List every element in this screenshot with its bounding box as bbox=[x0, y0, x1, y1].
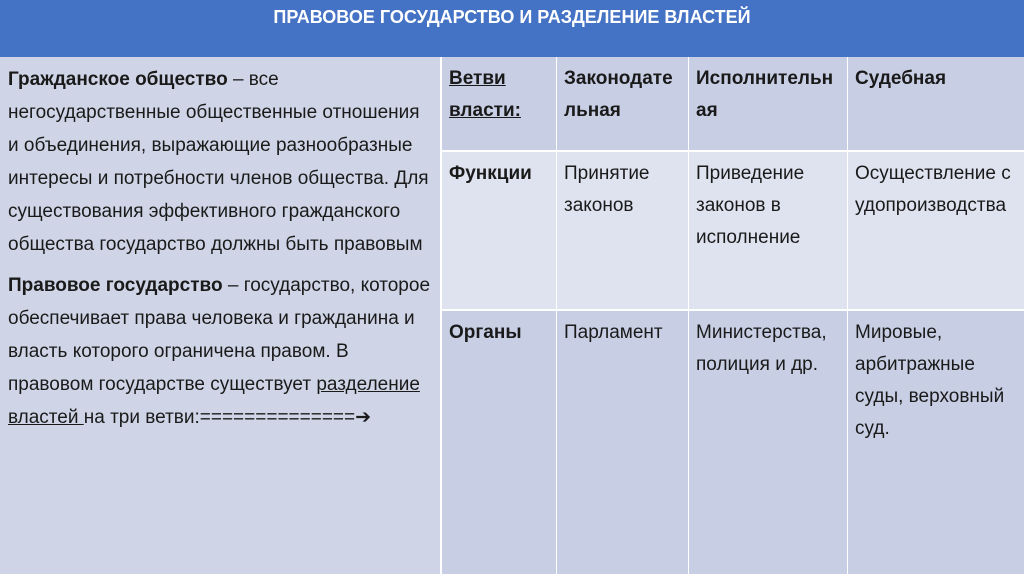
organs-label: Органы bbox=[442, 309, 556, 574]
functions-executive: Приведение законов в исполнение bbox=[688, 150, 847, 309]
rule-of-law-definition bbox=[8, 269, 432, 434]
organs-executive: Министерства, полиция и др. bbox=[688, 309, 847, 574]
rule-of-law-tail: на три ветви:============== bbox=[83, 407, 356, 428]
functions-judicial: Осуществление судопроизводства bbox=[847, 150, 1024, 309]
civil-society-definition bbox=[8, 63, 432, 261]
header-judicial: Судебная bbox=[847, 57, 1024, 150]
separation-of-powers-link[interactable]: разделение властей bbox=[8, 374, 420, 428]
functions-label: Функции bbox=[442, 150, 556, 309]
content-grid bbox=[0, 57, 1024, 574]
slide-title: ПРАВОВОЕ ГОСУДАРСТВО И РАЗДЕЛЕНИЕ ВЛАСТЕЙ bbox=[0, 0, 1024, 57]
civil-society-text: – все негосударственные общественные отношения и объединения, выражающие разнообразные интересы и потребности членов общества. Для существования эффективного гражданского общества государство должны быть правовым bbox=[8, 69, 429, 255]
header-legislative: Законодательная bbox=[556, 57, 688, 150]
organs-judicial: Мировые, арбитражные суды, верховный суд. bbox=[847, 309, 1024, 574]
definitions-panel bbox=[0, 57, 442, 574]
header-branches: Ветви власти: bbox=[442, 57, 556, 150]
rule-of-law-term: Правовое государство bbox=[8, 275, 223, 296]
arrow-icon: ➔ bbox=[355, 407, 372, 428]
organs-legislative: Парламент bbox=[556, 309, 688, 574]
functions-legislative: Принятие законов bbox=[556, 150, 688, 309]
header-executive: Исполнительная bbox=[688, 57, 847, 150]
rule-of-law-text: – государство, которое обеспечивает права человека и гражданина и власть которого ограничена правом. В правовом государстве существует bbox=[8, 275, 431, 395]
civil-society-term: Гражданское общество bbox=[8, 69, 228, 90]
